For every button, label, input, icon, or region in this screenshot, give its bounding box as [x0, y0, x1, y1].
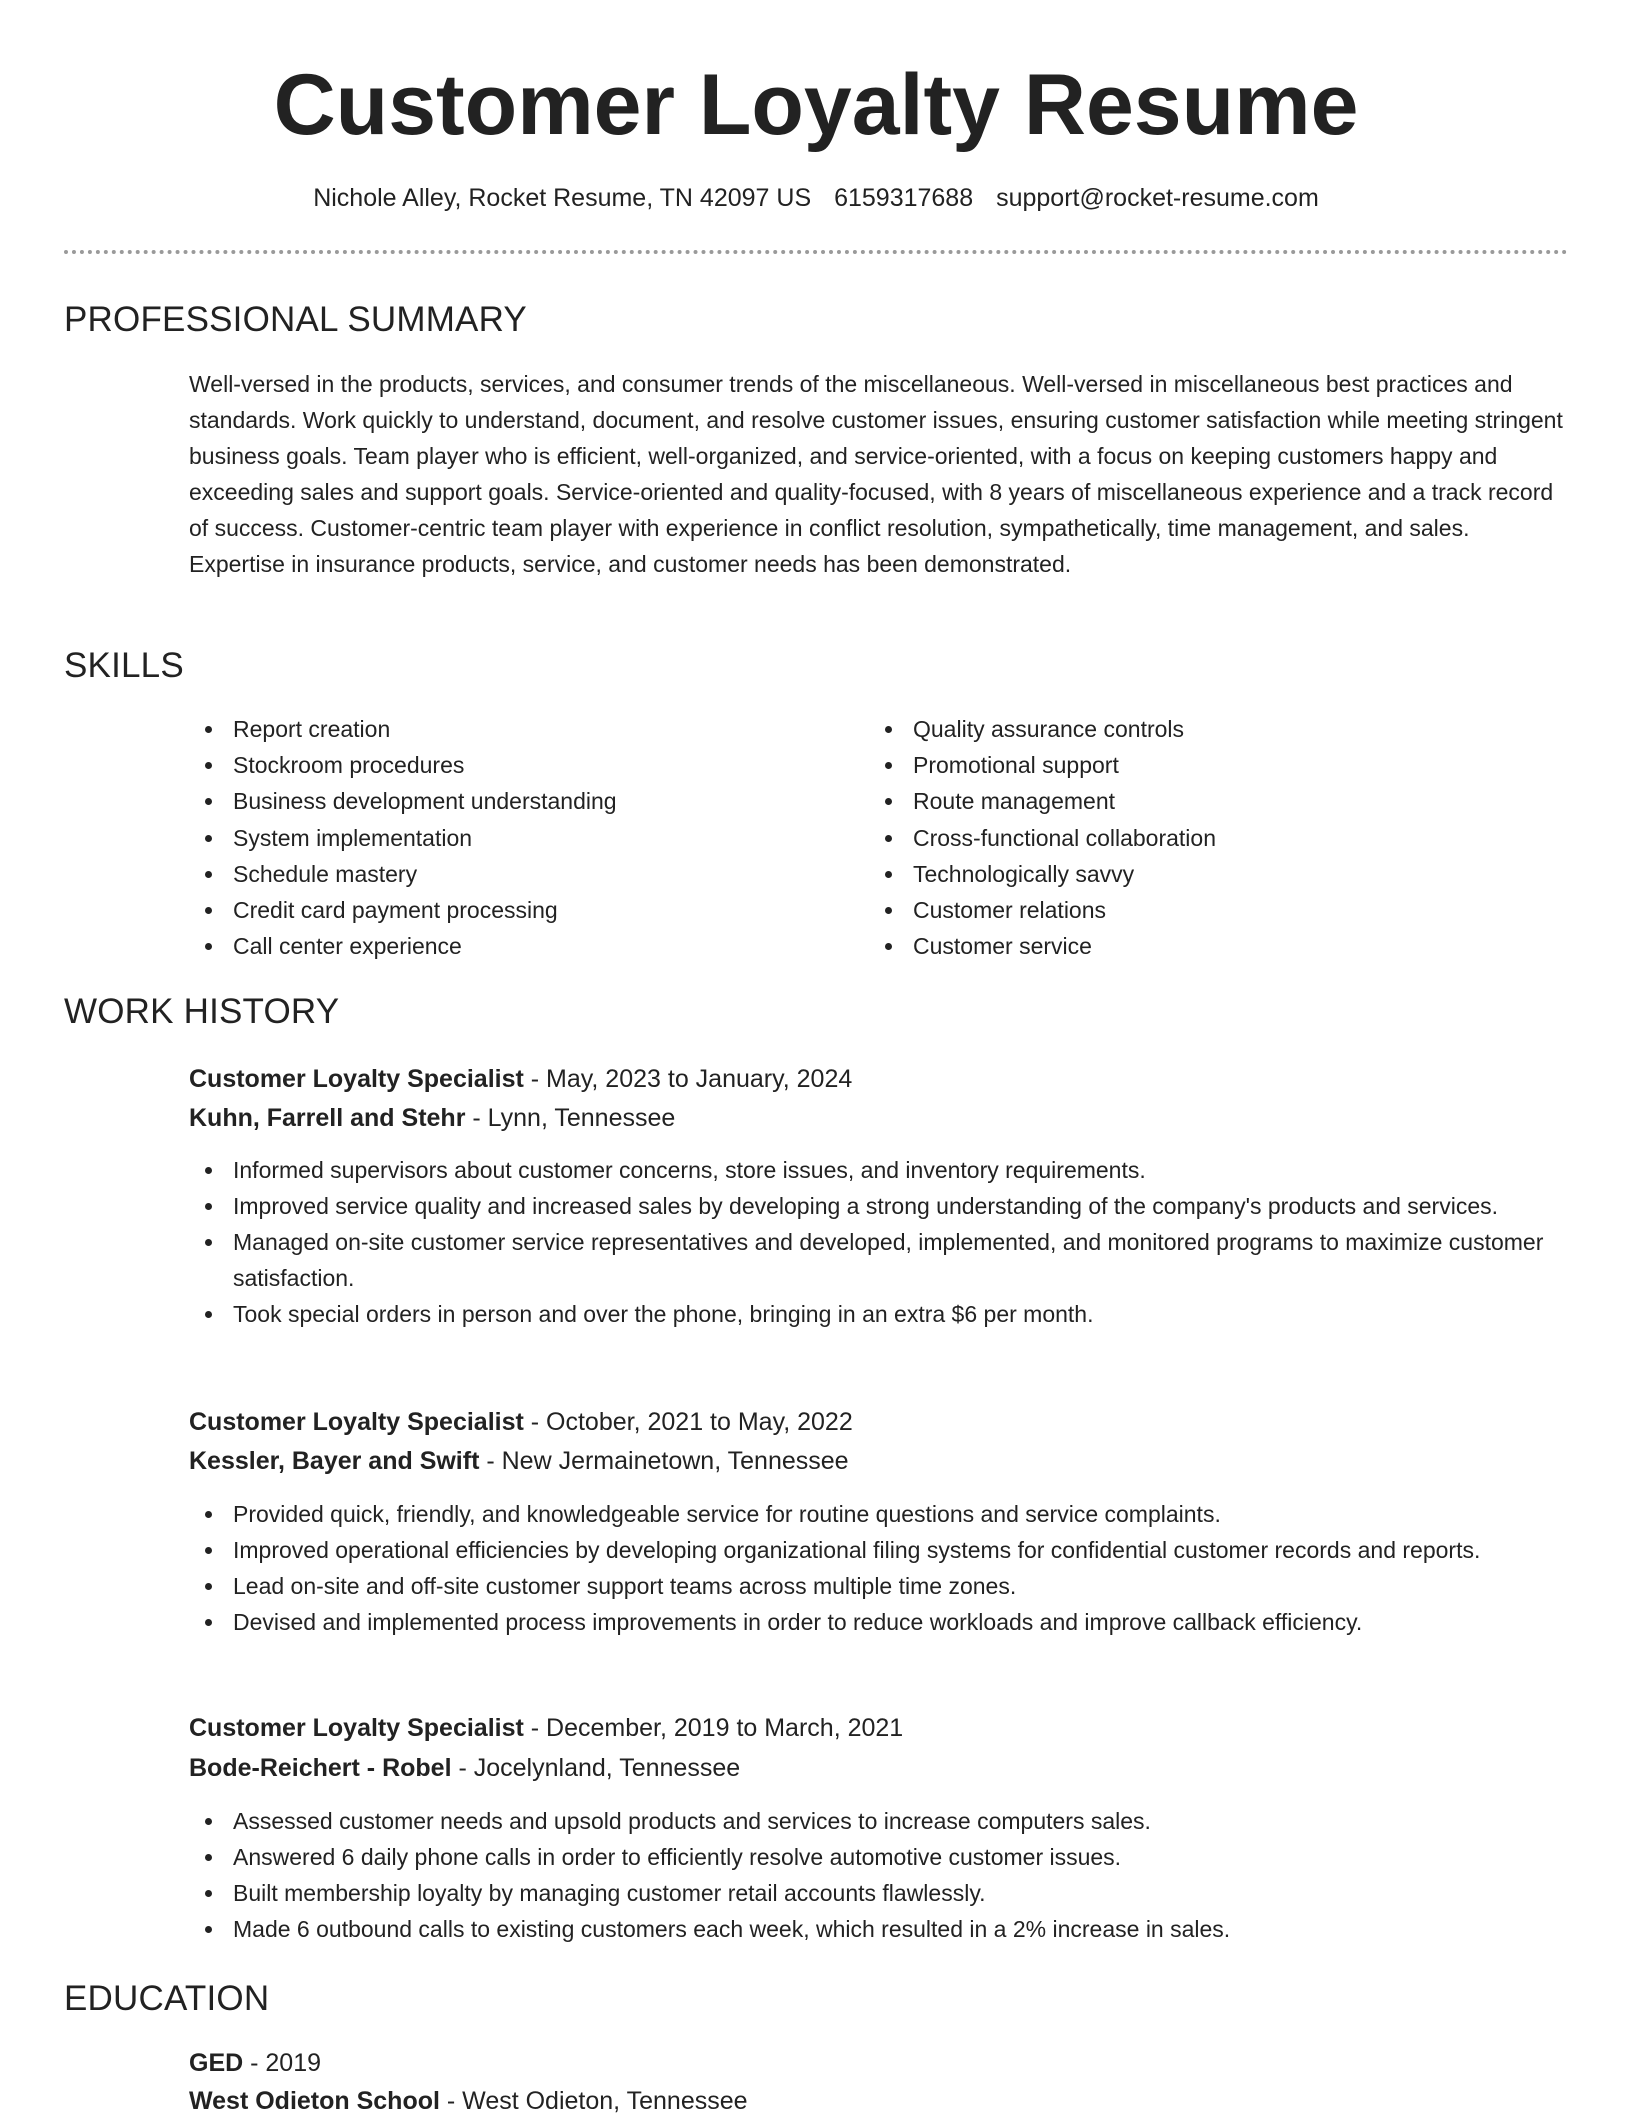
job-dates: - October, 2021 to May, 2022: [523, 1408, 853, 1436]
job-bullet: Informed supervisors about customer concerns, store issues, and inventory requirements.: [189, 1152, 1569, 1188]
job-bullet: Built membership loyalty by managing customer retail accounts flawlessly.: [189, 1875, 1569, 1911]
job-title: Customer Loyalty Specialist: [189, 1714, 524, 1742]
job-title-line: [189, 1402, 853, 1442]
skill-item: Report creation: [189, 711, 617, 747]
education-school-line: [189, 2081, 748, 2121]
education-location: - West Odieton, Tennessee: [439, 2087, 748, 2115]
skill-item: Technologically savvy: [869, 856, 1216, 892]
job-bullets: [189, 1152, 1569, 1332]
job-company-line: [189, 1748, 740, 1788]
job-company-line: [189, 1098, 675, 1138]
contact-email: support@rocket-resume.com: [996, 184, 1319, 212]
skills-heading: SKILLS: [64, 646, 184, 685]
skill-item: Promotional support: [869, 747, 1216, 783]
work-history-heading: WORK HISTORY: [64, 992, 340, 1031]
job-company: Bode-Reichert - Robel: [189, 1754, 452, 1782]
resume-title: Customer Loyalty Resume: [273, 57, 1359, 153]
job-location: - Jocelynland, Tennessee: [451, 1754, 741, 1782]
skill-item: Credit card payment processing: [189, 892, 617, 928]
skill-item: Customer service: [869, 928, 1216, 964]
skill-item: Stockroom procedures: [189, 747, 617, 783]
job-bullet: Devised and implemented process improvements in order to reduce workloads and improve callback efficiency.: [189, 1604, 1569, 1640]
job-bullets: [189, 1803, 1569, 1947]
job-dates: - December, 2019 to March, 2021: [523, 1714, 904, 1742]
job-bullet: Lead on-site and off-site customer support teams across multiple time zones.: [189, 1568, 1569, 1604]
summary-text: Well-versed in the products, services, and consumer trends of the miscellaneous. Well-versed in miscellaneous best practices and standards. Work quickly to understand, document, and resolve customer issues, ensuring customer satisfaction while meeting stringent business goals. Team player who is efficient, well-organized, and service-oriented, with a focus on keeping customers happy and exceeding sales and support goals. Service-oriented and quality-focused, with 8 years of miscellaneous experience and a track record of success. Customer-centric team player with experience in conflict resolution, sympathetically, time management, and sales. Expertise in insurance products, service, and customer needs has been demonstrated.: [189, 371, 1563, 577]
skills-list-right: [869, 711, 1216, 964]
job-title-line: [189, 1059, 852, 1099]
skills-list-left: [189, 711, 617, 964]
header-divider: [64, 250, 1568, 254]
education-degree: GED: [189, 2049, 244, 2077]
job-title: Customer Loyalty Specialist: [189, 1408, 524, 1436]
job-bullet: Assessed customer needs and upsold products and services to increase computers sales.: [189, 1803, 1569, 1839]
skill-item: Customer relations: [869, 892, 1216, 928]
contact-address: Nichole Alley, Rocket Resume, TN 42097 US: [313, 184, 812, 212]
summary-heading: PROFESSIONAL SUMMARY: [64, 300, 527, 339]
job-bullet: Managed on-site customer service representatives and developed, implemented, and monitored programs to maximize customer satisfaction.: [189, 1224, 1569, 1296]
job-location: - Lynn, Tennessee: [465, 1104, 676, 1132]
job-dates: - May, 2023 to January, 2024: [523, 1065, 853, 1093]
contact-phone: 6159317688: [834, 184, 974, 212]
job-bullet: Took special orders in person and over the phone, bringing in an extra $6 per month.: [189, 1296, 1569, 1332]
education-school: West Odieton School: [189, 2087, 440, 2115]
job-title-line: [189, 1708, 903, 1748]
skill-item: Cross-functional collaboration: [869, 820, 1216, 856]
job-company: Kuhn, Farrell and Stehr: [189, 1104, 466, 1132]
job-bullet: Provided quick, friendly, and knowledgeable service for routine questions and service complaints.: [189, 1496, 1569, 1532]
education-degree-line: [189, 2043, 321, 2083]
skill-item: Business development understanding: [189, 783, 617, 819]
contact-line: [0, 178, 1632, 218]
education-year: - 2019: [243, 2049, 322, 2077]
skill-item: System implementation: [189, 820, 617, 856]
job-company-line: [189, 1441, 849, 1481]
job-company: Kessler, Bayer and Swift: [189, 1447, 480, 1475]
skill-item: Quality assurance controls: [869, 711, 1216, 747]
job-bullet: Answered 6 daily phone calls in order to efficiently resolve automotive customer issues.: [189, 1839, 1569, 1875]
job-bullet: Made 6 outbound calls to existing customers each week, which resulted in a 2% increase in sales.: [189, 1911, 1569, 1947]
skill-item: Schedule mastery: [189, 856, 617, 892]
job-title: Customer Loyalty Specialist: [189, 1065, 524, 1093]
skill-item: Route management: [869, 783, 1216, 819]
job-bullet: Improved service quality and increased sales by developing a strong understanding of the company's products and services.: [189, 1188, 1569, 1224]
skill-item: Call center experience: [189, 928, 617, 964]
job-bullet: Improved operational efficiencies by developing organizational filing systems for confidential customer records and reports.: [189, 1532, 1569, 1568]
job-bullets: [189, 1496, 1569, 1640]
education-heading: EDUCATION: [64, 1979, 270, 2018]
job-location: - New Jermainetown, Tennessee: [479, 1447, 849, 1475]
